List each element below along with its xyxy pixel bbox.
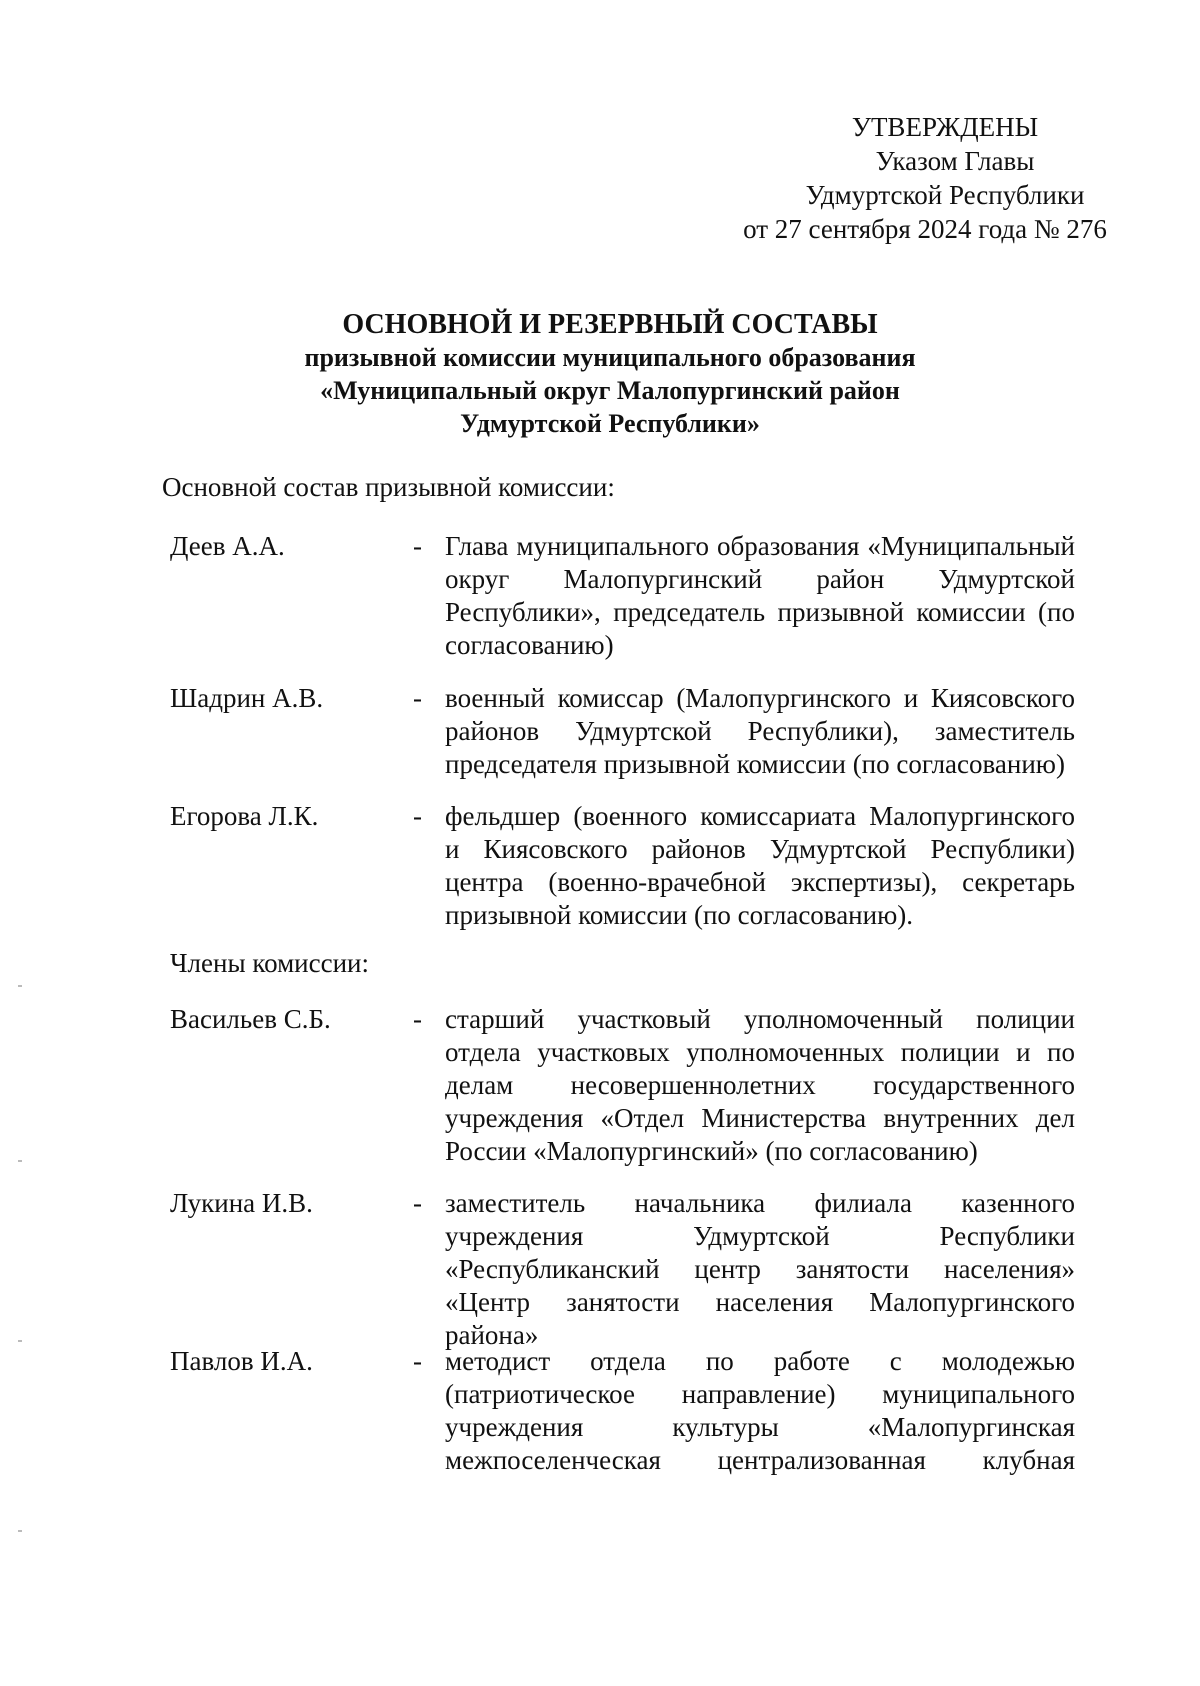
approval-republic: Удмуртской Республики <box>805 180 1085 210</box>
approval-by: Указом Главы <box>875 146 1035 176</box>
member-name: Павлов И.А. <box>170 1346 313 1376</box>
members-heading: Члены комиссии: <box>170 948 369 978</box>
member-position: методист отдела по работе с молодежью (патриотическое направление) муниципального учреждения культуры «Малопургинская межпоселенческая централизованная клубная <box>445 1346 1075 1475</box>
member-position: старший участковый уполномоченный полиции отдела участковых уполномоченных полиции и по делам несовершеннолетних государственного учреждения «Отдел Министерства внутренних дел России «Малопургинский» (по согласованию) <box>445 1004 1075 1166</box>
approval-title: УТВЕРЖДЕНЫ <box>851 112 1039 142</box>
scan-edge-mark <box>18 1340 22 1342</box>
member-name: Егорова Л.К. <box>170 801 319 831</box>
dash-separator: - <box>413 1004 422 1034</box>
member-name: Лукина И.В. <box>170 1188 313 1218</box>
scan-edge-mark <box>18 985 22 987</box>
title-line-2: призывной комиссии муниципального образования <box>304 343 916 372</box>
approval-date: от 27 сентября 2024 года № 276 <box>743 214 1107 244</box>
approval-stamp <box>720 110 1130 246</box>
dash-separator: - <box>413 1346 422 1376</box>
dash-separator: - <box>413 1188 422 1218</box>
member-name: Деев А.А. <box>170 531 285 561</box>
member-position: военный комиссар (Малопургинского и Киясовского районов Удмуртской Республики), заместитель председателя призывной комиссии (по согласованию) <box>445 683 1075 779</box>
scan-edge-mark <box>18 1160 22 1162</box>
dash-separator: - <box>413 801 422 831</box>
dash-separator: - <box>413 683 422 713</box>
title-line-4: Удмуртской Республики» <box>460 409 760 438</box>
member-name: Васильев С.Б. <box>170 1004 331 1034</box>
scan-edge-mark <box>18 1530 22 1532</box>
title-line-3: «Муниципальный округ Малопургинский район <box>320 376 900 405</box>
member-position: заместитель начальника филиала казенного учреждения Удмуртской Республики «Республиканский центр занятости населения» «Центр занятости населения Малопургинского района» <box>445 1188 1075 1350</box>
main-composition-heading: Основной состав призывной комиссии: <box>162 472 615 502</box>
dash-separator: - <box>413 531 422 561</box>
document-title <box>260 308 960 440</box>
member-position: Глава муниципального образования «Муниципальный округ Малопургинский район Удмуртской Республики», председатель призывной комиссии (по согласованию) <box>445 531 1075 660</box>
member-name: Шадрин А.В. <box>170 683 324 713</box>
member-position: фельдшер (военного комиссариата Малопургинского и Киясовского районов Удмуртской Республики) центра (военно-врачебной экспертизы), секретарь призывной комиссии (по согласованию). <box>445 801 1075 930</box>
title-main: ОСНОВНОЙ И РЕЗЕРВНЫЙ СОСТАВЫ <box>342 309 878 340</box>
